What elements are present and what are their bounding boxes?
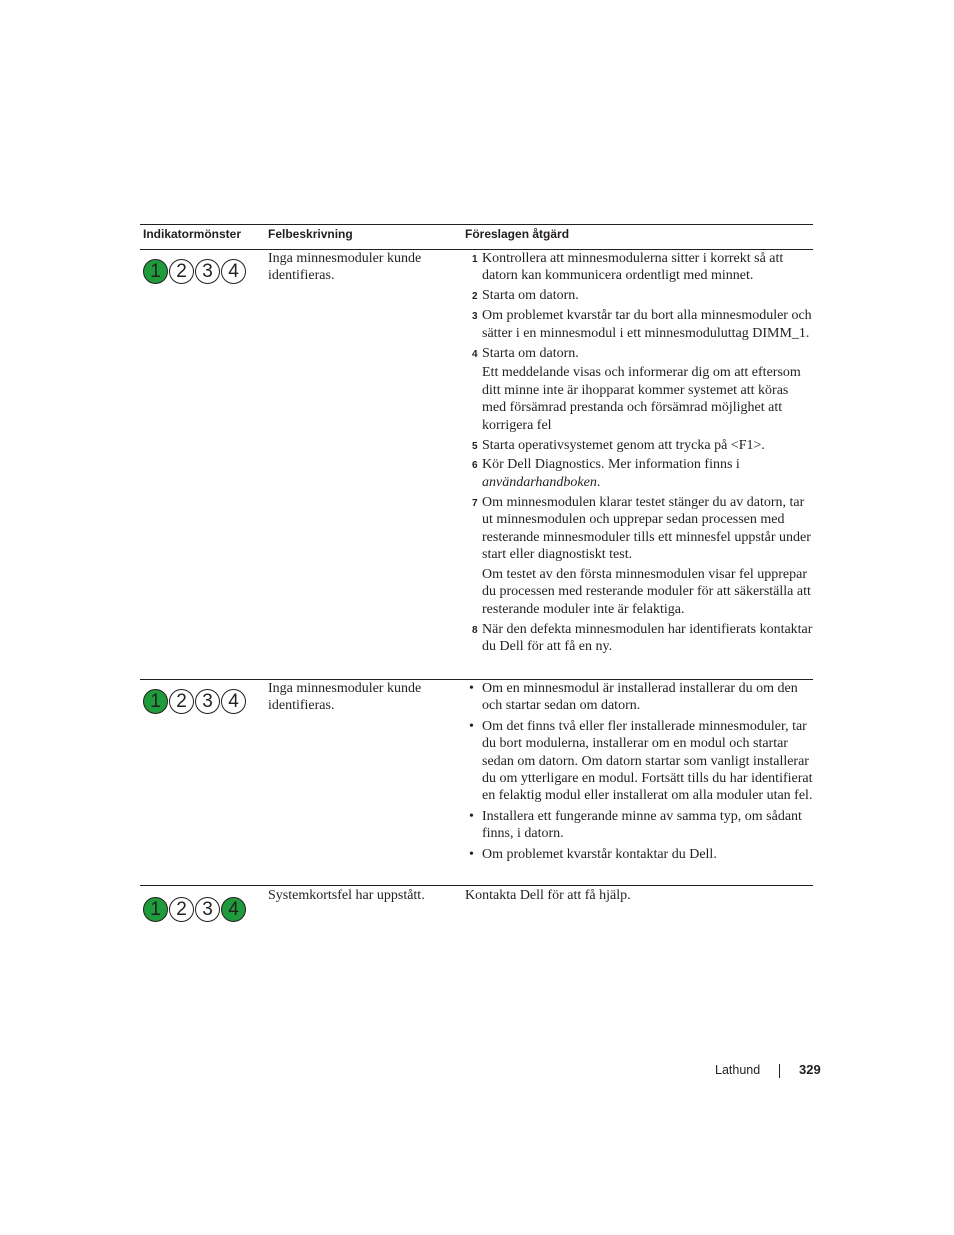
suggested-action: [465, 680, 813, 866]
bullet-text: Om problemet kvarstår kontaktar du Dell.: [482, 846, 717, 862]
action-step: [465, 437, 813, 454]
bullet-dot: •: [469, 718, 474, 734]
suggested-action: [465, 887, 813, 904]
step-text: Kör Dell Diagnostics. Mer information finns i: [482, 457, 740, 473]
led-indicator-3: 3: [195, 259, 220, 284]
table-row: [140, 250, 813, 680]
header-error-description: Felbeskrivning: [268, 227, 353, 241]
step-text: Starta operativsystemet genom att trycka på <F1>.: [482, 437, 765, 453]
action-text: Kontakta Dell för att få hjälp.: [465, 888, 631, 903]
led-indicator-4: 4: [221, 689, 246, 714]
led-pattern: [143, 689, 246, 714]
step-text-tail: .: [596, 474, 601, 490]
error-description: Inga minnesmoduler kunde identifieras.: [268, 681, 422, 714]
led-indicator-1: 1: [143, 259, 168, 284]
action-step: [465, 287, 813, 304]
step-number: 5: [472, 440, 478, 452]
led-indicator-3: 3: [195, 897, 220, 922]
bullet-text: Om en minnesmodul är installerad installerar du om den och startar sedan om datorn.: [482, 681, 798, 714]
step-text: Starta om datorn.: [482, 288, 579, 304]
table-row: [140, 886, 813, 926]
action-step: [465, 621, 813, 656]
step-number: 4: [472, 348, 478, 360]
led-indicator-1: 1: [143, 689, 168, 714]
step-text: När den defekta minnesmodulen har identifierats kontaktar du Dell för att få en ny.: [482, 621, 813, 655]
error-description: Systemkortsfel har uppstått.: [268, 888, 425, 903]
led-pattern: [143, 259, 246, 284]
step-note: Om testet av den första minnesmodulen visar fel upprepar du processen med resterande moduler för att säkerställa att resterande moduler inte är felaktiga.: [482, 566, 811, 617]
error-description: Inga minnesmoduler kunde identifieras.: [268, 251, 422, 284]
step-number: 1: [472, 254, 478, 265]
led-pattern: [143, 897, 246, 922]
action-bullet: [465, 808, 813, 843]
led-indicator-1: 1: [143, 897, 168, 922]
step-number: 2: [472, 291, 478, 303]
step-number: 6: [472, 460, 478, 472]
bullet-text: Om det finns två eller fler installerade minnesmoduler, tar du bort modulerna, installerar om en modul och startar sedan om datorn. Om datorn startar som vanligt installerar du om ytterligare en modul. Fortsätt tills du har identifierat en felaktig modul eller installerat om alla moduler utan fel.: [482, 718, 813, 804]
table-header-row: [140, 224, 813, 250]
step-text: Kontrollera att minnesmodulerna sitter i korrekt så att datorn kan kommunicera ordentligt med minnet.: [482, 251, 784, 284]
bullet-dot: •: [469, 808, 474, 824]
step-text: Om minnesmodulen klarar testet stänger du av datorn, tar ut minnesmodulen och upprepar sedan processen med resterande minnesmoduler tills ett minnesfel uppstår under start eller diagnostiskt test.: [482, 494, 811, 562]
suggested-action: [465, 250, 813, 658]
action-step: [465, 456, 813, 491]
action-bullet: [465, 718, 813, 805]
step-number: 8: [472, 624, 478, 636]
step-text: Starta om datorn.: [482, 345, 579, 361]
action-bullet: [465, 846, 813, 863]
led-indicator-2: 2: [169, 897, 194, 922]
step-note: Ett meddelande visas och informerar dig om att eftersom ditt minne inte är ihopparat kommer systemet att köras med försämrad prestanda och försämrad möjlighet att korrigera fel: [482, 365, 801, 433]
page-number: 329: [799, 1062, 821, 1077]
table-row: [140, 680, 813, 886]
bullet-text: Installera ett fungerande minne av samma typ, om sådant finns, i datorn.: [482, 808, 802, 842]
header-suggested-action: Föreslagen åtgärd: [465, 227, 570, 241]
bullet-dot: •: [469, 846, 474, 862]
page-footer: [700, 1062, 822, 1080]
footer-separator: [779, 1064, 780, 1078]
action-step: [465, 345, 813, 362]
bullet-dot: •: [469, 681, 474, 696]
action-bullet: [465, 680, 813, 715]
led-indicator-4: 4: [221, 897, 246, 922]
step-number: 7: [472, 497, 478, 509]
step-number: 3: [472, 311, 478, 323]
led-indicator-2: 2: [169, 259, 194, 284]
header-indicator-pattern: Indikatormönster: [143, 227, 242, 241]
step-text: Om problemet kvarstår tar du bort alla minnesmoduler och sätter i en minnesmodul i ett minnesmoduluttag DIMM_1.: [482, 308, 812, 341]
led-indicator-4: 4: [221, 259, 246, 284]
led-indicator-2: 2: [169, 689, 194, 714]
action-step: [465, 494, 813, 564]
action-step: [465, 250, 813, 285]
led-indicator-3: 3: [195, 689, 220, 714]
footer-section-name: Lathund: [715, 1063, 761, 1077]
manual-reference: användarhandboken: [482, 474, 597, 490]
action-step: [465, 307, 813, 342]
